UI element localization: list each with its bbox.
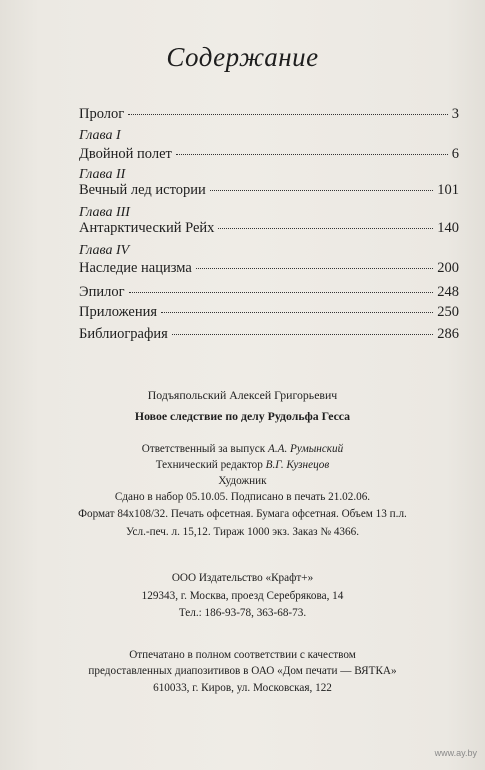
tech-editor-line <box>0 459 485 471</box>
toc-entry-double-flight <box>79 146 459 163</box>
printer-address: 610033, г. Киров, ул. Московская, 122 <box>153 682 332 694</box>
toc-entry-label: Пролог <box>79 106 125 122</box>
toc-entry-epilogue <box>79 284 459 301</box>
publisher-address: 129343, г. Москва, проезд Серебрякова, 14 <box>141 590 344 602</box>
printer-line-2: предоставленных диапозитивов в ОАО «Дом печати — ВЯТКА» <box>88 665 397 677</box>
printer-line-1: Отпечатано в полном соответствии с качеством <box>129 649 356 661</box>
toc-entry-nazi-legacy <box>79 260 459 277</box>
watermark: www.ay.by <box>434 748 477 758</box>
responsible-name: А.А. Румынский <box>268 443 344 455</box>
publisher-phone: Тел.: 186-93-78, 363-68-73. <box>178 607 307 619</box>
chapter-heading: Глава IV <box>79 243 130 258</box>
toc-entry-label: Эпилог <box>79 284 125 300</box>
dot-leader <box>161 312 433 313</box>
chapter-heading: Глава III <box>79 205 130 220</box>
print-dates: Сдано в набор 05.10.05. Подписано в печать 21.02.06. <box>114 491 371 503</box>
toc-entry-antarctic-reich <box>79 220 459 237</box>
toc-entry-appendices <box>79 304 459 321</box>
toc-title: Содержание <box>166 42 319 72</box>
toc-entry-page: 248 <box>437 284 459 300</box>
responsible-label: Ответственный за выпуск <box>141 443 268 455</box>
toc-entry-label: Библиография <box>79 326 168 342</box>
toc-entry-label: Вечный лед истории <box>79 182 206 198</box>
chapter-heading: Глава II <box>79 167 126 182</box>
chapter-heading: Глава I <box>79 128 121 143</box>
author-name: Подъяпольский Алексей Григорьевич <box>147 388 338 402</box>
dot-leader <box>176 154 448 155</box>
toc-entry-page: 140 <box>437 220 459 236</box>
dot-leader <box>196 268 433 269</box>
dot-leader <box>172 334 433 335</box>
toc-entry-page: 101 <box>437 182 459 198</box>
dot-leader <box>129 292 434 293</box>
tech-editor-label: Технический редактор <box>155 459 266 471</box>
toc-entry-bibliography <box>79 326 459 343</box>
artist-line: Художник <box>218 475 267 487</box>
format-line: Формат 84x108/32. Печать офсетная. Бумага офсетная. Объем 13 п.л. <box>78 508 407 520</box>
responsible-line <box>0 443 485 455</box>
book-title: Новое следствие по делу Рудольфа Гесса <box>134 409 351 423</box>
toc-entry-page: 250 <box>437 304 459 320</box>
toc-entry-label: Двойной полет <box>79 146 172 162</box>
publisher-name: ООО Издательство «Крафт+» <box>171 572 314 584</box>
print-run-line: Усл.-печ. л. 15,12. Тираж 1000 экз. Заказ № 4366. <box>125 526 360 538</box>
toc-entry-page: 3 <box>451 106 459 122</box>
toc-entry-page: 286 <box>437 326 459 342</box>
toc-entry-label: Приложения <box>79 304 158 320</box>
dot-leader <box>218 228 433 229</box>
toc-entry-prologue <box>79 106 459 123</box>
dot-leader <box>210 190 433 191</box>
toc-entry-label: Наследие нацизма <box>79 260 192 276</box>
toc-entry-page: 200 <box>437 260 459 276</box>
toc-entry-label: Антарктический Рейх <box>79 220 215 236</box>
toc-entry-eternal-ice <box>79 182 459 199</box>
dot-leader <box>128 114 448 115</box>
tech-editor-name: В.Г. Кузнецов <box>265 459 330 471</box>
toc-entry-page: 6 <box>451 146 459 162</box>
